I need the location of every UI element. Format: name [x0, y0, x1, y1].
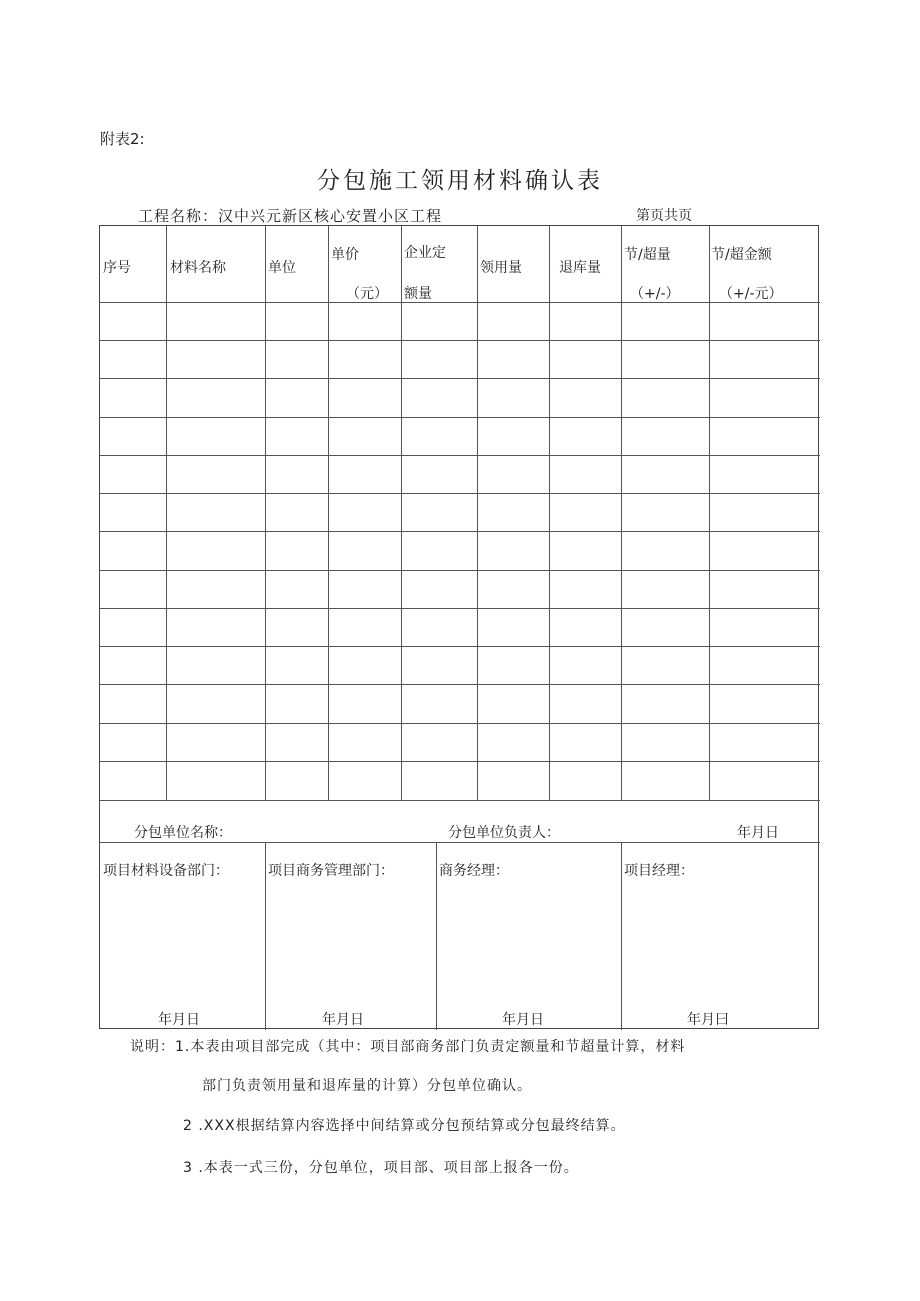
note-2: 2 .XXX根据结算内容选择中间结算或分包预结算或分包最终结算。 [183, 1118, 626, 1134]
row-divider [100, 608, 820, 609]
note-3: 3 .本表一式三份，分包单位，项目部、项目部上报各一份。 [183, 1160, 579, 1176]
sign-divider [265, 842, 266, 1030]
row-divider [100, 340, 820, 341]
row-divider [100, 570, 820, 571]
col-divider [477, 226, 478, 800]
note-1-line2: 部门负责领用量和退库量的计算）分包单位确认。 [202, 1078, 532, 1094]
header-save-amount-line1: 节/超金额 [711, 247, 772, 263]
row-divider [100, 646, 820, 647]
row-divider [100, 684, 820, 685]
col-divider [401, 226, 402, 800]
sign-business-dept: 项目商务管理部门： [268, 863, 394, 879]
project-name: 工程名称：汉中兴元新区核心安置小区工程 [138, 207, 443, 225]
col-divider [621, 226, 622, 800]
row-divider [100, 493, 820, 494]
col-divider [166, 226, 167, 800]
sign-material-dept: 项目材料设备部门： [103, 863, 229, 879]
row-divider [100, 531, 820, 532]
sign-divider [621, 842, 622, 1030]
header-price-line1: 单价 [331, 247, 359, 263]
col-divider [265, 226, 266, 800]
row-divider [100, 378, 820, 379]
header-quota-line1: 企业定 [404, 245, 446, 261]
page-info: 第页共页 [636, 208, 692, 224]
header-unit: 单位 [268, 260, 296, 276]
sign-divider [436, 842, 437, 1030]
row-divider [100, 842, 820, 843]
sign-date-3: 年月日 [502, 1012, 544, 1028]
header-used: 领用量 [480, 260, 522, 276]
row-divider [100, 761, 820, 762]
document-title: 分包施工领用材料确认表 [317, 168, 603, 194]
sub-unit-lead-label: 分包单位负责人： [448, 825, 560, 841]
col-divider [549, 226, 550, 800]
sub-unit-date: 年月日 [737, 825, 779, 841]
header-save-amount-line2: （+/-元） [719, 286, 783, 302]
header-returned: 退库量 [559, 260, 601, 276]
header-seq: 序号 [103, 260, 131, 276]
row-divider [100, 723, 820, 724]
header-save-qty-line1: 节/超量 [624, 247, 671, 263]
col-divider [709, 226, 710, 800]
header-price-line2: （元） [346, 286, 388, 302]
header-material: 材料名称 [170, 260, 226, 276]
note-1-line1: 说明：1.本表由项目部完成（其中：项目部商务部门负责定额量和节超量计算，材料 [130, 1039, 686, 1055]
sign-project-manager: 项目经理： [624, 863, 694, 879]
row-divider [100, 417, 820, 418]
header-quota-line2: 额量 [404, 286, 432, 302]
sign-date-2: 年月日 [322, 1012, 364, 1028]
sub-unit-name-label: 分包单位名称： [134, 825, 232, 841]
col-divider [328, 226, 329, 800]
row-divider [100, 455, 820, 456]
attachment-label: 附表2: [100, 130, 145, 148]
header-save-qty-line2: （+/-） [630, 286, 680, 302]
row-divider [100, 800, 820, 801]
sign-business-manager: 商务经理： [439, 863, 509, 879]
sign-date-1: 年月日 [158, 1012, 200, 1028]
material-table [99, 225, 819, 1029]
sign-date-4: 年月曰 [687, 1012, 729, 1028]
row-divider [100, 302, 820, 303]
